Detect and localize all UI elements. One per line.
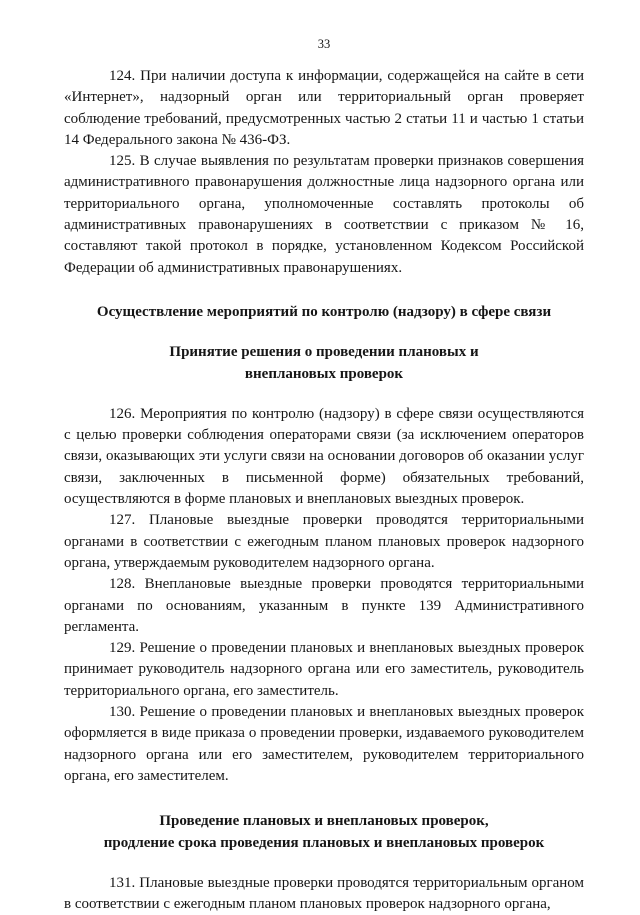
subheading-line: внеплановых проверок — [244, 365, 404, 382]
paragraph-130: 130. Решение о проведении плановых и внеплановых выездных проверок оформляется в виде приказа о проведении проверки, издаваемого руководителем надзорного органа или его заместителем, руководителем территориального органа, его заместителем. — [64, 704, 584, 784]
paragraph-127: 127. Плановые выездные проверки проводятся территориальными органами в соответствии с ежегодным планом плановых проверок надзорного органа, утверждаемым руководителем надзорного органа. — [64, 512, 584, 571]
paragraph-126: 126. Мероприятия по контролю (надзору) в сфере связи осуществляются с целью проверки соблюдения операторами связи (за исключением операторов связи, оказывающих эти услуги связи на основании договоров об оказании услуг связи, заключенных в письменной форме) обязательных требований, осуществляются в форме плановых и внеплановых выездных проверок. — [64, 405, 584, 508]
paragraph-128: 128. Внеплановые выездные проверки проводятся территориальными органами по основаниям, указанным в пункте 139 Административного регламента. — [64, 576, 584, 635]
paragraph-131: 131. Плановые выездные проверки проводятся территориальным органом в соответствии с ежегодным планом плановых проверок надзорного органа, — [64, 874, 584, 913]
subheading-line: продление срока проведения плановых и внеплановых проверок — [103, 834, 545, 851]
paragraph-129: 129. Решение о проведении плановых и внеплановых выездных проверок принимает руководитель надзорного органа или его заместитель, руководитель территориального органа, его заместитель. — [64, 640, 584, 699]
paragraph-124: 124. При наличии доступа к информации, содержащейся на сайте в сети «Интернет», надзорный орган или территориальный орган проверяет соблюдение требований, предусмотренных частью 2 статьи 11 и частью 1 статьи 14 Федерального закона № 436-ФЗ. — [64, 68, 584, 148]
page-number: 33 — [317, 37, 331, 51]
subheading-planned-inspections-decision — [64, 342, 584, 385]
subheading-conducting-inspections — [64, 811, 584, 854]
subheading-line: Проведение плановых и внеплановых проверок, — [159, 813, 489, 830]
section-heading: Осуществление мероприятий по контролю (надзору) в сфере связи — [96, 303, 552, 320]
paragraph-125: 125. В случае выявления по результатам проверки признаков совершения административного правонарушения должностные лица надзорного органа или территориального органа, уполномоченные составлять протоколы об административных правонарушениях в соответствии с приказом № 16, составляют такой протокол в порядке, установленном Кодексом Российской Федерации об административных правонарушениях. — [64, 153, 584, 276]
subheading-line: Принятие решения о проведении плановых и — [169, 344, 479, 361]
